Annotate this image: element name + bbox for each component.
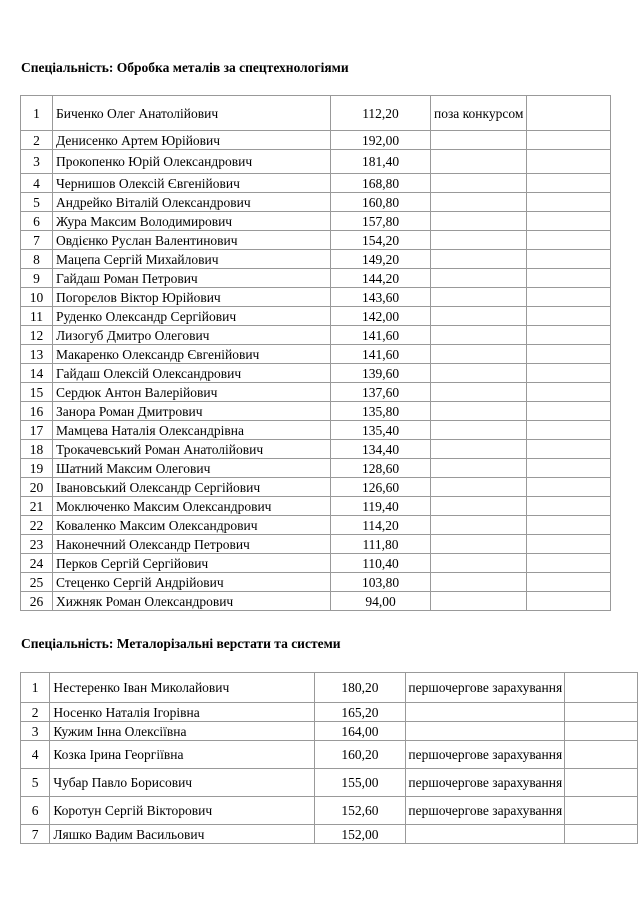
applicant-name: Гайдаш Роман Петрович	[53, 269, 331, 288]
row-number: 1	[21, 96, 53, 131]
extra-cell	[527, 307, 611, 326]
applicant-score: 110,40	[331, 554, 431, 573]
table-row	[21, 703, 638, 722]
row-number: 6	[21, 212, 53, 231]
applicant-score: 111,80	[331, 535, 431, 554]
table-row	[21, 535, 611, 554]
applicant-name: Мамцева Наталія Олександрівна	[53, 421, 331, 440]
table-row	[21, 673, 638, 703]
applicant-score: 141,60	[331, 345, 431, 364]
applicant-table	[20, 95, 611, 611]
table-row	[21, 421, 611, 440]
table-row	[21, 769, 638, 797]
row-number: 2	[21, 703, 50, 722]
table-row	[21, 402, 611, 421]
extra-cell	[527, 497, 611, 516]
applicant-name: Гайдаш Олексій Олександрович	[53, 364, 331, 383]
applicant-name: Шатний Максим Олегович	[53, 459, 331, 478]
applicant-name: Ляшко Вадим Васильович	[50, 825, 314, 844]
extra-cell	[527, 174, 611, 193]
applicant-name: Наконечний Олександр Петрович	[53, 535, 331, 554]
extra-cell	[527, 250, 611, 269]
row-number: 21	[21, 497, 53, 516]
applicant-score: 192,00	[331, 131, 431, 150]
row-number: 8	[21, 250, 53, 269]
extra-cell	[527, 364, 611, 383]
admission-note	[431, 402, 527, 421]
admission-note	[431, 288, 527, 307]
extra-cell	[527, 345, 611, 364]
applicant-score: 126,60	[331, 478, 431, 497]
extra-cell	[527, 440, 611, 459]
row-number: 18	[21, 440, 53, 459]
extra-cell	[527, 269, 611, 288]
applicant-score: 137,60	[331, 383, 431, 402]
applicant-name: Занора Роман Дмитрович	[53, 402, 331, 421]
admission-note	[431, 554, 527, 573]
admission-note	[431, 193, 527, 212]
admission-note: першочергове зарахування	[406, 673, 565, 703]
table-row	[21, 307, 611, 326]
extra-cell	[565, 797, 638, 825]
applicant-score: 94,00	[331, 592, 431, 611]
admission-note	[431, 345, 527, 364]
admission-note	[406, 722, 565, 741]
admission-note	[431, 497, 527, 516]
row-number: 13	[21, 345, 53, 364]
applicant-name: Козка Ірина Георгіївна	[50, 741, 314, 769]
extra-cell	[527, 96, 611, 131]
applicant-score: 164,00	[314, 722, 406, 741]
applicant-score: 152,60	[314, 797, 406, 825]
applicant-name: Івановський Олександр Сергійович	[53, 478, 331, 497]
table-row	[21, 150, 611, 174]
applicant-name: Андрейко Віталій Олександрович	[53, 193, 331, 212]
applicant-score: 157,80	[331, 212, 431, 231]
admission-note	[431, 307, 527, 326]
extra-cell	[527, 516, 611, 535]
applicant-score: 135,80	[331, 402, 431, 421]
applicant-score: 114,20	[331, 516, 431, 535]
admission-note	[431, 421, 527, 440]
admission-note: першочергове зарахування	[406, 741, 565, 769]
row-number: 1	[21, 673, 50, 703]
section-heading: Спеціальність: Металорізальні верстати та системи	[21, 636, 341, 651]
admission-note	[431, 459, 527, 478]
admission-note	[431, 383, 527, 402]
extra-cell	[565, 825, 638, 844]
extra-cell	[527, 231, 611, 250]
applicant-score: 180,20	[314, 673, 406, 703]
applicant-score: 152,00	[314, 825, 406, 844]
extra-cell	[527, 573, 611, 592]
extra-cell	[527, 554, 611, 573]
table-row	[21, 364, 611, 383]
applicant-score: 160,20	[314, 741, 406, 769]
row-number: 7	[21, 231, 53, 250]
table-row	[21, 269, 611, 288]
applicant-name: Овдієнко Руслан Валентинович	[53, 231, 331, 250]
admission-note	[406, 825, 565, 844]
admission-note	[431, 326, 527, 345]
row-number: 2	[21, 131, 53, 150]
applicant-name: Коваленко Максим Олександрович	[53, 516, 331, 535]
admission-note: поза конкурсом	[431, 96, 527, 131]
extra-cell	[565, 673, 638, 703]
row-number: 7	[21, 825, 50, 844]
admission-note	[431, 212, 527, 231]
extra-cell	[527, 478, 611, 497]
row-number: 9	[21, 269, 53, 288]
applicant-name: Чернишов Олексій Євгенійович	[53, 174, 331, 193]
extra-cell	[527, 326, 611, 345]
extra-cell	[527, 193, 611, 212]
extra-cell	[527, 402, 611, 421]
admission-note	[431, 269, 527, 288]
extra-cell	[527, 131, 611, 150]
table-row	[21, 797, 638, 825]
applicant-name: Трокачевський Роман Анатолійович	[53, 440, 331, 459]
row-number: 24	[21, 554, 53, 573]
row-number: 20	[21, 478, 53, 497]
applicant-name: Моключенко Максим Олександрович	[53, 497, 331, 516]
table-row	[21, 478, 611, 497]
table-row	[21, 497, 611, 516]
table-row	[21, 440, 611, 459]
row-number: 4	[21, 174, 53, 193]
row-number: 23	[21, 535, 53, 554]
applicant-name: Нестеренко Іван Миколайович	[50, 673, 314, 703]
extra-cell	[527, 592, 611, 611]
applicant-name: Кужим Інна Олексіївна	[50, 722, 314, 741]
applicant-score: 103,80	[331, 573, 431, 592]
row-number: 26	[21, 592, 53, 611]
applicant-score: 168,80	[331, 174, 431, 193]
applicant-score: 141,60	[331, 326, 431, 345]
applicant-score: 165,20	[314, 703, 406, 722]
table-row	[21, 288, 611, 307]
applicant-name: Стеценко Сергій Андрійович	[53, 573, 331, 592]
table-row	[21, 131, 611, 150]
applicant-score: 154,20	[331, 231, 431, 250]
applicant-name: Жура Максим Володимирович	[53, 212, 331, 231]
row-number: 3	[21, 150, 53, 174]
table-row	[21, 231, 611, 250]
row-number: 5	[21, 769, 50, 797]
applicant-name: Сердюк Антон Валерійович	[53, 383, 331, 402]
applicant-score: 149,20	[331, 250, 431, 269]
admission-note	[431, 131, 527, 150]
applicant-name: Биченко Олег Анатолійович	[53, 96, 331, 131]
admission-note	[431, 440, 527, 459]
applicant-name: Погорєлов Віктор Юрійович	[53, 288, 331, 307]
applicant-name: Мацепа Сергій Михайлович	[53, 250, 331, 269]
applicant-score: 135,40	[331, 421, 431, 440]
table-row	[21, 193, 611, 212]
extra-cell	[527, 212, 611, 231]
applicant-name: Прокопенко Юрій Олександрович	[53, 150, 331, 174]
applicant-score: 155,00	[314, 769, 406, 797]
table-row	[21, 592, 611, 611]
admission-note	[431, 573, 527, 592]
applicant-score: 144,20	[331, 269, 431, 288]
row-number: 4	[21, 741, 50, 769]
row-number: 12	[21, 326, 53, 345]
admission-note	[431, 516, 527, 535]
extra-cell	[527, 383, 611, 402]
applicant-score: 119,40	[331, 497, 431, 516]
admission-note	[431, 174, 527, 193]
row-number: 14	[21, 364, 53, 383]
table-row	[21, 174, 611, 193]
row-number: 17	[21, 421, 53, 440]
table-row	[21, 96, 611, 131]
row-number: 3	[21, 722, 50, 741]
table-row	[21, 573, 611, 592]
applicant-name: Руденко Олександр Сергійович	[53, 307, 331, 326]
applicant-score: 112,20	[331, 96, 431, 131]
admission-note	[431, 231, 527, 250]
admission-note: першочергове зарахування	[406, 769, 565, 797]
extra-cell	[565, 741, 638, 769]
row-number: 5	[21, 193, 53, 212]
applicant-score: 134,40	[331, 440, 431, 459]
applicant-name: Лизогуб Дмитро Олегович	[53, 326, 331, 345]
table-row	[21, 554, 611, 573]
applicant-score: 142,00	[331, 307, 431, 326]
table-row	[21, 459, 611, 478]
applicant-score: 181,40	[331, 150, 431, 174]
applicant-name: Денисенко Артем Юрійович	[53, 131, 331, 150]
extra-cell	[565, 769, 638, 797]
applicant-score: 160,80	[331, 193, 431, 212]
applicant-score: 139,60	[331, 364, 431, 383]
table-row	[21, 326, 611, 345]
table-row	[21, 741, 638, 769]
row-number: 19	[21, 459, 53, 478]
applicant-name: Макаренко Олександр Євгенійович	[53, 345, 331, 364]
extra-cell	[527, 288, 611, 307]
applicant-score: 128,60	[331, 459, 431, 478]
applicant-name: Носенко Наталія Ігорівна	[50, 703, 314, 722]
row-number: 22	[21, 516, 53, 535]
admission-note	[431, 150, 527, 174]
row-number: 6	[21, 797, 50, 825]
section-heading: Спеціальність: Обробка металів за спецтехнологіями	[21, 60, 349, 75]
row-number: 11	[21, 307, 53, 326]
row-number: 10	[21, 288, 53, 307]
admission-note	[431, 478, 527, 497]
table-row	[21, 250, 611, 269]
row-number: 15	[21, 383, 53, 402]
row-number: 16	[21, 402, 53, 421]
table-row	[21, 722, 638, 741]
applicant-name: Коротун Сергій Вікторович	[50, 797, 314, 825]
table-row	[21, 383, 611, 402]
extra-cell	[527, 421, 611, 440]
extra-cell	[527, 459, 611, 478]
admission-note	[406, 703, 565, 722]
table-row	[21, 825, 638, 844]
applicant-name: Чубар Павло Борисович	[50, 769, 314, 797]
applicant-score: 143,60	[331, 288, 431, 307]
applicant-name: Хижняк Роман Олександрович	[53, 592, 331, 611]
row-number: 25	[21, 573, 53, 592]
extra-cell	[527, 535, 611, 554]
table-row	[21, 212, 611, 231]
extra-cell	[565, 703, 638, 722]
table-row	[21, 345, 611, 364]
table-row	[21, 516, 611, 535]
applicant-table	[20, 672, 638, 844]
admission-note	[431, 535, 527, 554]
applicant-name: Перков Сергій Сергійович	[53, 554, 331, 573]
admission-note	[431, 364, 527, 383]
extra-cell	[565, 722, 638, 741]
admission-note	[431, 250, 527, 269]
extra-cell	[527, 150, 611, 174]
admission-note: першочергове зарахування	[406, 797, 565, 825]
admission-note	[431, 592, 527, 611]
